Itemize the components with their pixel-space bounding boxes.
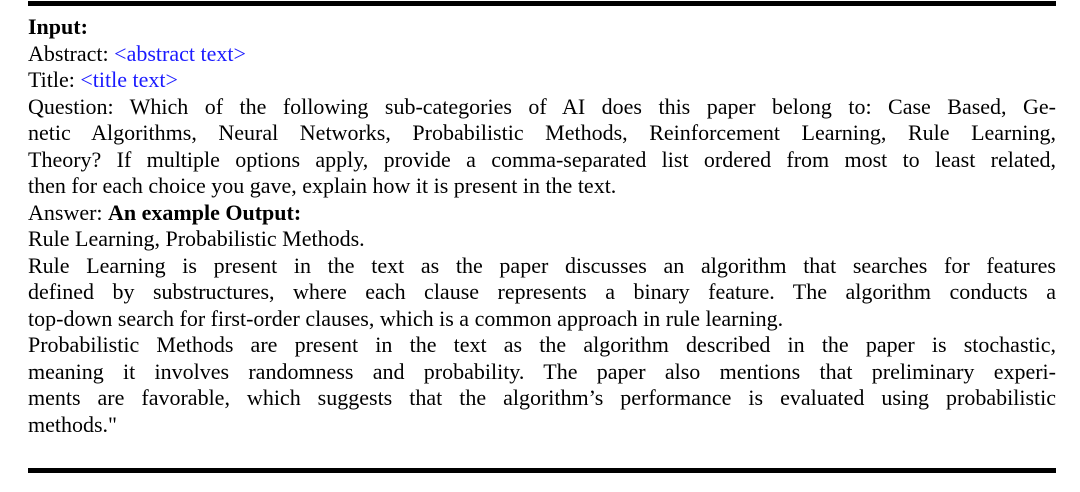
title-placeholder: <title text> xyxy=(80,67,178,92)
probabilistic-line-3: ments are favorable, which suggests that the algorithm’s performance is evaluated using probabilistic xyxy=(28,385,1056,410)
answer-label: Answer: xyxy=(28,199,103,225)
prompt-example-box xyxy=(28,14,1056,438)
question-line-2: netic Algorithms, Neural Networks, Probabilistic Methods, Reinforcement Learning, Rule Learning, xyxy=(28,120,1056,145)
probabilistic-line-4: methods." xyxy=(28,411,118,437)
abstract-label: Abstract: xyxy=(28,40,109,66)
input-heading: Input: xyxy=(28,14,88,39)
probabilistic-line-1: Probabilistic Methods are present in the text as the algorithm described in the paper is stochastic, xyxy=(28,332,1056,357)
example-output-heading: An example Output: xyxy=(108,199,302,225)
top-rule xyxy=(28,1,1056,6)
rule-learning-line-1: Rule Learning is present in the text as the paper discusses an algorithm that searches for features xyxy=(28,252,1056,278)
title-line xyxy=(28,67,1056,94)
answer-line xyxy=(28,200,1056,227)
output-summary: Rule Learning, Probabilistic Methods. xyxy=(28,226,365,251)
probabilistic-line-2: meaning it involves randomness and probability. The paper also mentions that preliminary experi- xyxy=(28,358,1056,384)
rule-learning-line-3: top-down search for first-order clauses, which is a common approach in rule learning. xyxy=(28,305,784,331)
title-label: Title: xyxy=(28,67,75,92)
question-line-3: Theory? If multiple options apply, provide a comma-separated list ordered from most to least related, xyxy=(28,146,1056,172)
bottom-rule xyxy=(28,468,1056,473)
rule-learning-line-2: defined by substructures, where each clause represents a binary feature. The algorithm conducts a xyxy=(28,279,1056,304)
question-line-4: then for each choice you gave, explain how it is present in the text. xyxy=(28,173,617,198)
question-line-1: Question: Which of the following sub-categories of AI does this paper belong to: Case Based, Ge- xyxy=(28,93,1056,119)
abstract-line xyxy=(28,41,1056,68)
abstract-placeholder: <abstract text> xyxy=(114,40,246,66)
